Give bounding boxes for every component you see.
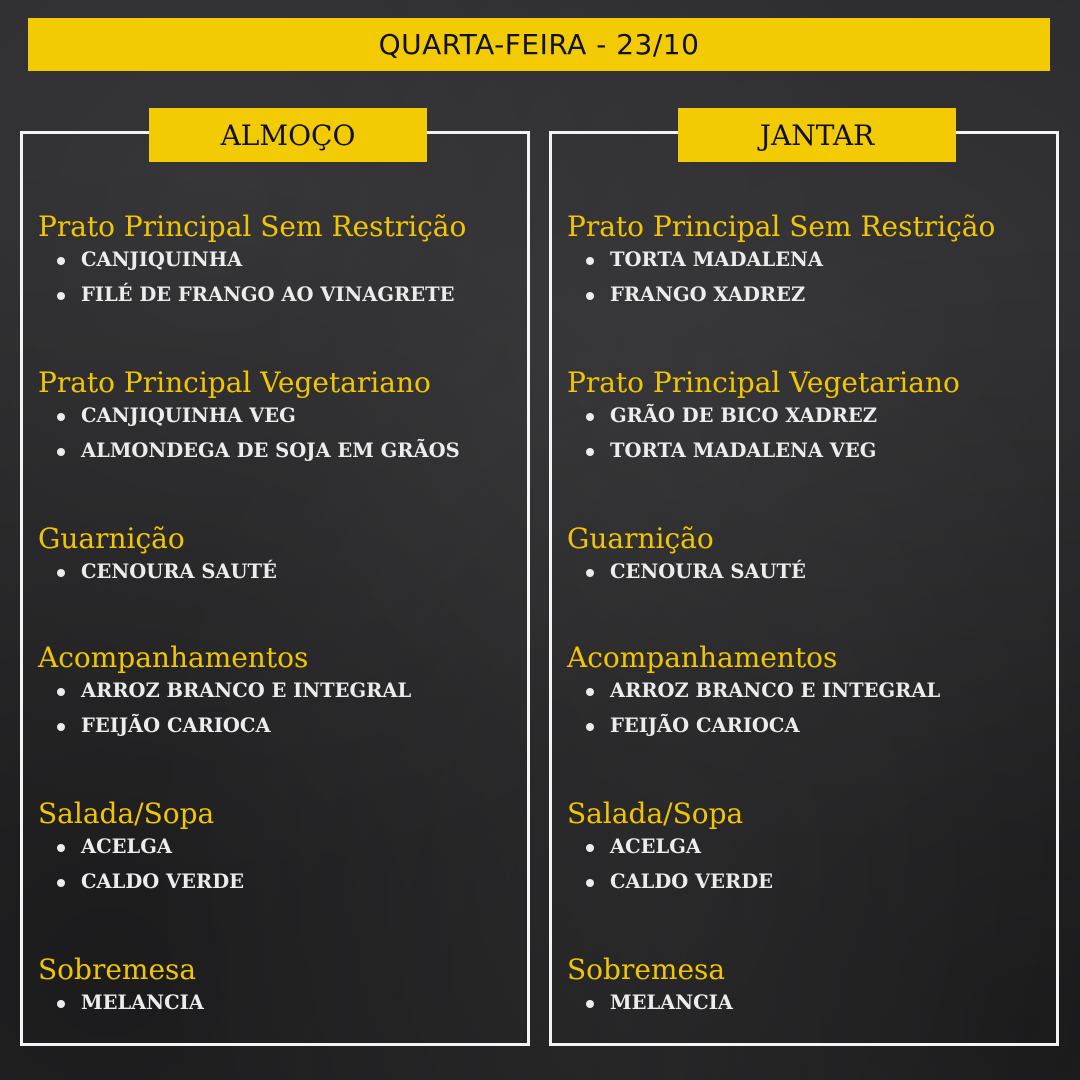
bullet-icon <box>586 688 594 696</box>
item-label: MELANCIA <box>81 991 204 1014</box>
list-item <box>567 864 1047 900</box>
section-title: Salada/Sopa <box>567 797 744 830</box>
list-item <box>567 433 1047 469</box>
bullet-icon <box>57 448 65 456</box>
list-item <box>567 986 1047 1020</box>
lunch-section-main <box>38 211 518 313</box>
item-label: MELANCIA <box>610 991 733 1014</box>
list-item <box>38 433 518 469</box>
item-label: CANJIQUINHA <box>81 248 243 271</box>
section-title: Prato Principal Vegetariano <box>38 366 431 399</box>
dinner-section-accompaniments <box>567 642 1047 744</box>
item-list <box>567 674 1047 744</box>
item-label: TORTA MADALENA <box>610 248 824 271</box>
dinner-title: JANTAR <box>759 118 875 152</box>
lunch-section-dessert <box>38 954 518 1020</box>
list-item <box>567 243 1047 277</box>
list-item <box>567 555 1047 589</box>
list-item <box>567 830 1047 864</box>
section-title: Sobremesa <box>38 953 197 986</box>
item-label: ARROZ BRANCO E INTEGRAL <box>610 679 941 702</box>
item-label: CALDO VERDE <box>610 870 774 893</box>
item-label: ACELGA <box>610 835 702 858</box>
item-label: FEIJÃO CARIOCA <box>81 714 271 737</box>
bullet-icon <box>57 844 65 852</box>
lunch-section-side <box>38 523 518 589</box>
item-list <box>38 830 518 900</box>
lunch-section-accompaniments <box>38 642 518 744</box>
bullet-icon <box>57 723 65 731</box>
bullet-icon <box>586 879 594 887</box>
dinner-section-side <box>567 523 1047 589</box>
item-list <box>567 555 1047 589</box>
list-item <box>38 674 518 708</box>
section-title: Guarnição <box>38 522 185 555</box>
bullet-icon <box>57 292 65 300</box>
item-list <box>567 243 1047 313</box>
bullet-icon <box>586 413 594 421</box>
item-list <box>567 399 1047 469</box>
dinner-title-badge <box>678 108 956 162</box>
list-item <box>38 277 518 313</box>
list-item <box>38 399 518 433</box>
bullet-icon <box>57 413 65 421</box>
item-label: CENOURA SAUTÉ <box>81 560 277 583</box>
section-title: Prato Principal Sem Restrição <box>38 210 467 243</box>
section-title: Prato Principal Sem Restrição <box>567 210 996 243</box>
dinner-section-vegetarian <box>567 367 1047 469</box>
item-list <box>38 243 518 313</box>
dinner-section-main <box>567 211 1047 313</box>
bullet-icon <box>586 448 594 456</box>
dinner-section-dessert <box>567 954 1047 1020</box>
bullet-icon <box>57 879 65 887</box>
list-item <box>38 864 518 900</box>
item-label: TORTA MADALENA VEG <box>610 439 877 462</box>
bullet-icon <box>586 569 594 577</box>
lunch-section-salad-soup <box>38 798 518 900</box>
item-list <box>567 830 1047 900</box>
dinner-panel <box>549 118 1059 1046</box>
item-label: FRANGO XADREZ <box>610 283 806 306</box>
item-list <box>38 674 518 744</box>
item-label: GRÃO DE BICO XADREZ <box>610 404 878 427</box>
item-label: CALDO VERDE <box>81 870 245 893</box>
item-label: ALMONDEGA DE SOJA EM GRÃOS <box>81 439 460 462</box>
date-banner <box>28 18 1050 71</box>
lunch-title-badge <box>149 108 427 162</box>
item-list <box>38 399 518 469</box>
item-label: FILÉ DE FRANGO AO VINAGRETE <box>81 283 455 306</box>
lunch-section-vegetarian <box>38 367 518 469</box>
item-list <box>567 986 1047 1020</box>
item-list <box>38 555 518 589</box>
section-title: Acompanhamentos <box>38 641 309 674</box>
page-title: QUARTA-FEIRA - 23/10 <box>378 28 700 61</box>
list-item <box>38 243 518 277</box>
item-label: FEIJÃO CARIOCA <box>610 714 800 737</box>
list-item <box>567 399 1047 433</box>
list-item <box>567 708 1047 744</box>
list-item <box>38 986 518 1020</box>
bullet-icon <box>586 723 594 731</box>
list-item <box>38 708 518 744</box>
section-title: Guarnição <box>567 522 714 555</box>
item-label: CENOURA SAUTÉ <box>610 560 806 583</box>
bullet-icon <box>586 1000 594 1008</box>
bullet-icon <box>586 844 594 852</box>
list-item <box>567 277 1047 313</box>
section-title: Prato Principal Vegetariano <box>567 366 960 399</box>
lunch-title: ALMOÇO <box>220 118 356 152</box>
lunch-panel <box>20 118 530 1046</box>
item-label: CANJIQUINHA VEG <box>81 404 296 427</box>
bullet-icon <box>57 1000 65 1008</box>
dinner-section-salad-soup <box>567 798 1047 900</box>
item-label: ARROZ BRANCO E INTEGRAL <box>81 679 412 702</box>
list-item <box>38 830 518 864</box>
section-title: Salada/Sopa <box>38 797 215 830</box>
bullet-icon <box>57 569 65 577</box>
bullet-icon <box>586 292 594 300</box>
list-item <box>567 674 1047 708</box>
item-list <box>38 986 518 1020</box>
list-item <box>38 555 518 589</box>
item-label: ACELGA <box>81 835 173 858</box>
section-title: Acompanhamentos <box>567 641 838 674</box>
section-title: Sobremesa <box>567 953 726 986</box>
bullet-icon <box>57 257 65 265</box>
bullet-icon <box>586 257 594 265</box>
bullet-icon <box>57 688 65 696</box>
